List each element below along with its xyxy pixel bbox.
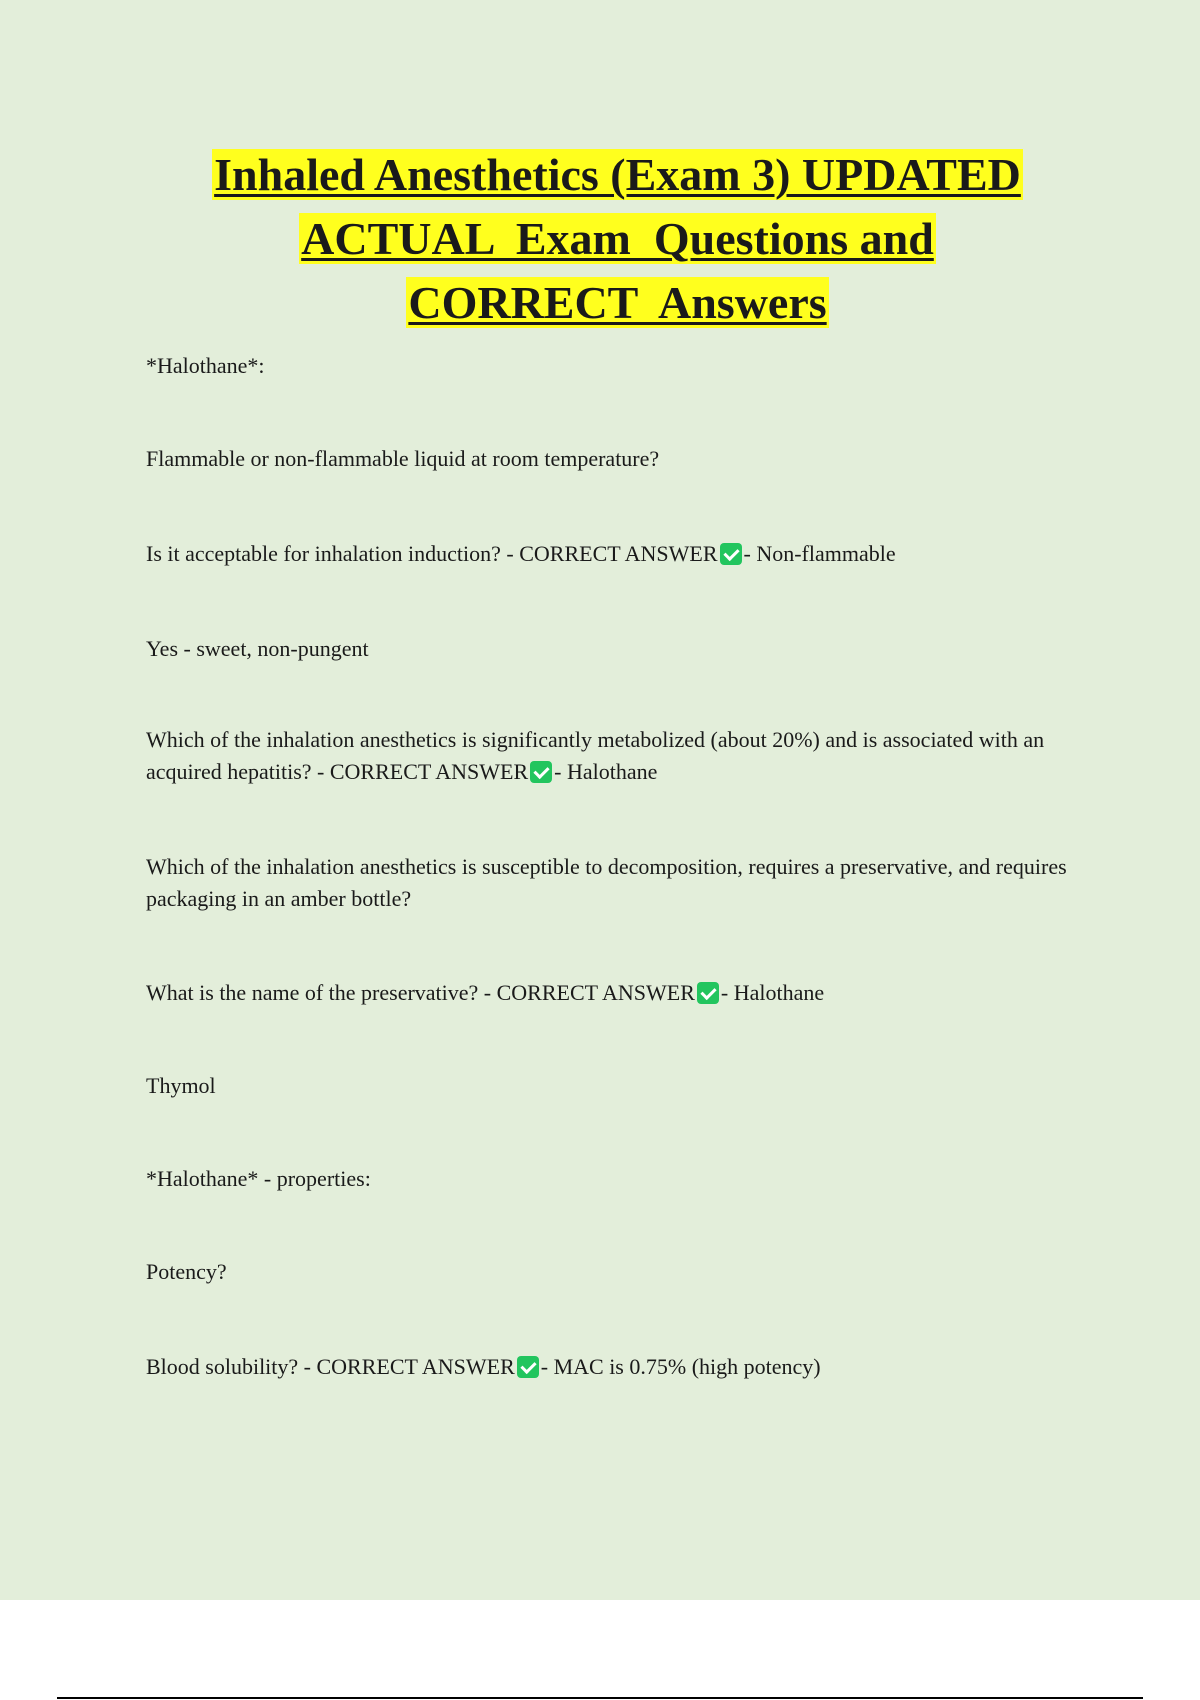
bottom-divider (57, 1697, 1143, 1699)
check-box-icon (697, 982, 719, 1004)
paragraph-thymol (146, 1070, 1086, 1102)
paragraph-blood-solubility (146, 1351, 1086, 1383)
check-box-icon (720, 543, 742, 565)
paragraph-decomposition-question (146, 851, 1086, 915)
paragraph-text: *Halothane* - properties: (146, 1166, 371, 1191)
answer-text: - Halothane (720, 980, 825, 1005)
answer-marker: CORRECT ANSWER (496, 980, 695, 1005)
answer-marker: CORRECT ANSWER (316, 1354, 515, 1379)
paragraph-sweet-non-pungent (146, 633, 1086, 665)
paragraph-text: Potency? (146, 1259, 227, 1284)
title-line (0, 207, 1200, 271)
paragraph-metabolized-question (146, 724, 1086, 788)
paragraph-text: Yes - sweet, non-pungent (146, 636, 369, 661)
question-text: Which of the inhalation anesthetics is significantly metabolized (about 20%) and is associated with an acquired hepatitis? - (146, 727, 1045, 784)
title-line (0, 143, 1200, 207)
paragraph-flammable-question (146, 443, 1086, 475)
title-line-1-text: Inhaled Anesthetics (Exam 3) UPDATED (214, 149, 1021, 200)
paragraph-preservative-question (146, 977, 1086, 1009)
paragraph-inhalation-induction (146, 538, 1086, 570)
paragraph-halothane-heading (146, 350, 1086, 382)
answer-text: - MAC is 0.75% (high potency) (540, 1354, 821, 1379)
paragraph-text: *Halothane*: (146, 353, 265, 378)
title-line (0, 271, 1200, 335)
check-box-icon (517, 1356, 539, 1378)
check-box-icon (530, 761, 552, 783)
answer-marker: CORRECT ANSWER (519, 541, 718, 566)
paragraph-text: Thymol (146, 1073, 216, 1098)
paragraph-text: Which of the inhalation anesthetics is susceptible to decomposition, requires a preservative, and requires packaging in an amber bottle? (146, 854, 1067, 911)
paragraph-halothane-properties (146, 1163, 1086, 1195)
paragraph-text: Flammable or non-flammable liquid at room temperature? (146, 446, 660, 471)
document-title (0, 143, 1200, 335)
paragraph-potency (146, 1256, 1086, 1288)
title-line-3-text: CORRECT Answers (408, 277, 827, 328)
answer-text: - Non-flammable (743, 541, 896, 566)
question-text: Is it acceptable for inhalation induction? - (146, 541, 520, 566)
answer-marker: CORRECT ANSWER (329, 759, 529, 784)
question-text: What is the name of the preservative? - (146, 980, 497, 1005)
answer-text: - Halothane (554, 759, 658, 784)
question-text: Blood solubility? - (146, 1354, 317, 1379)
title-line-2-text: ACTUAL Exam Questions and (301, 213, 934, 264)
